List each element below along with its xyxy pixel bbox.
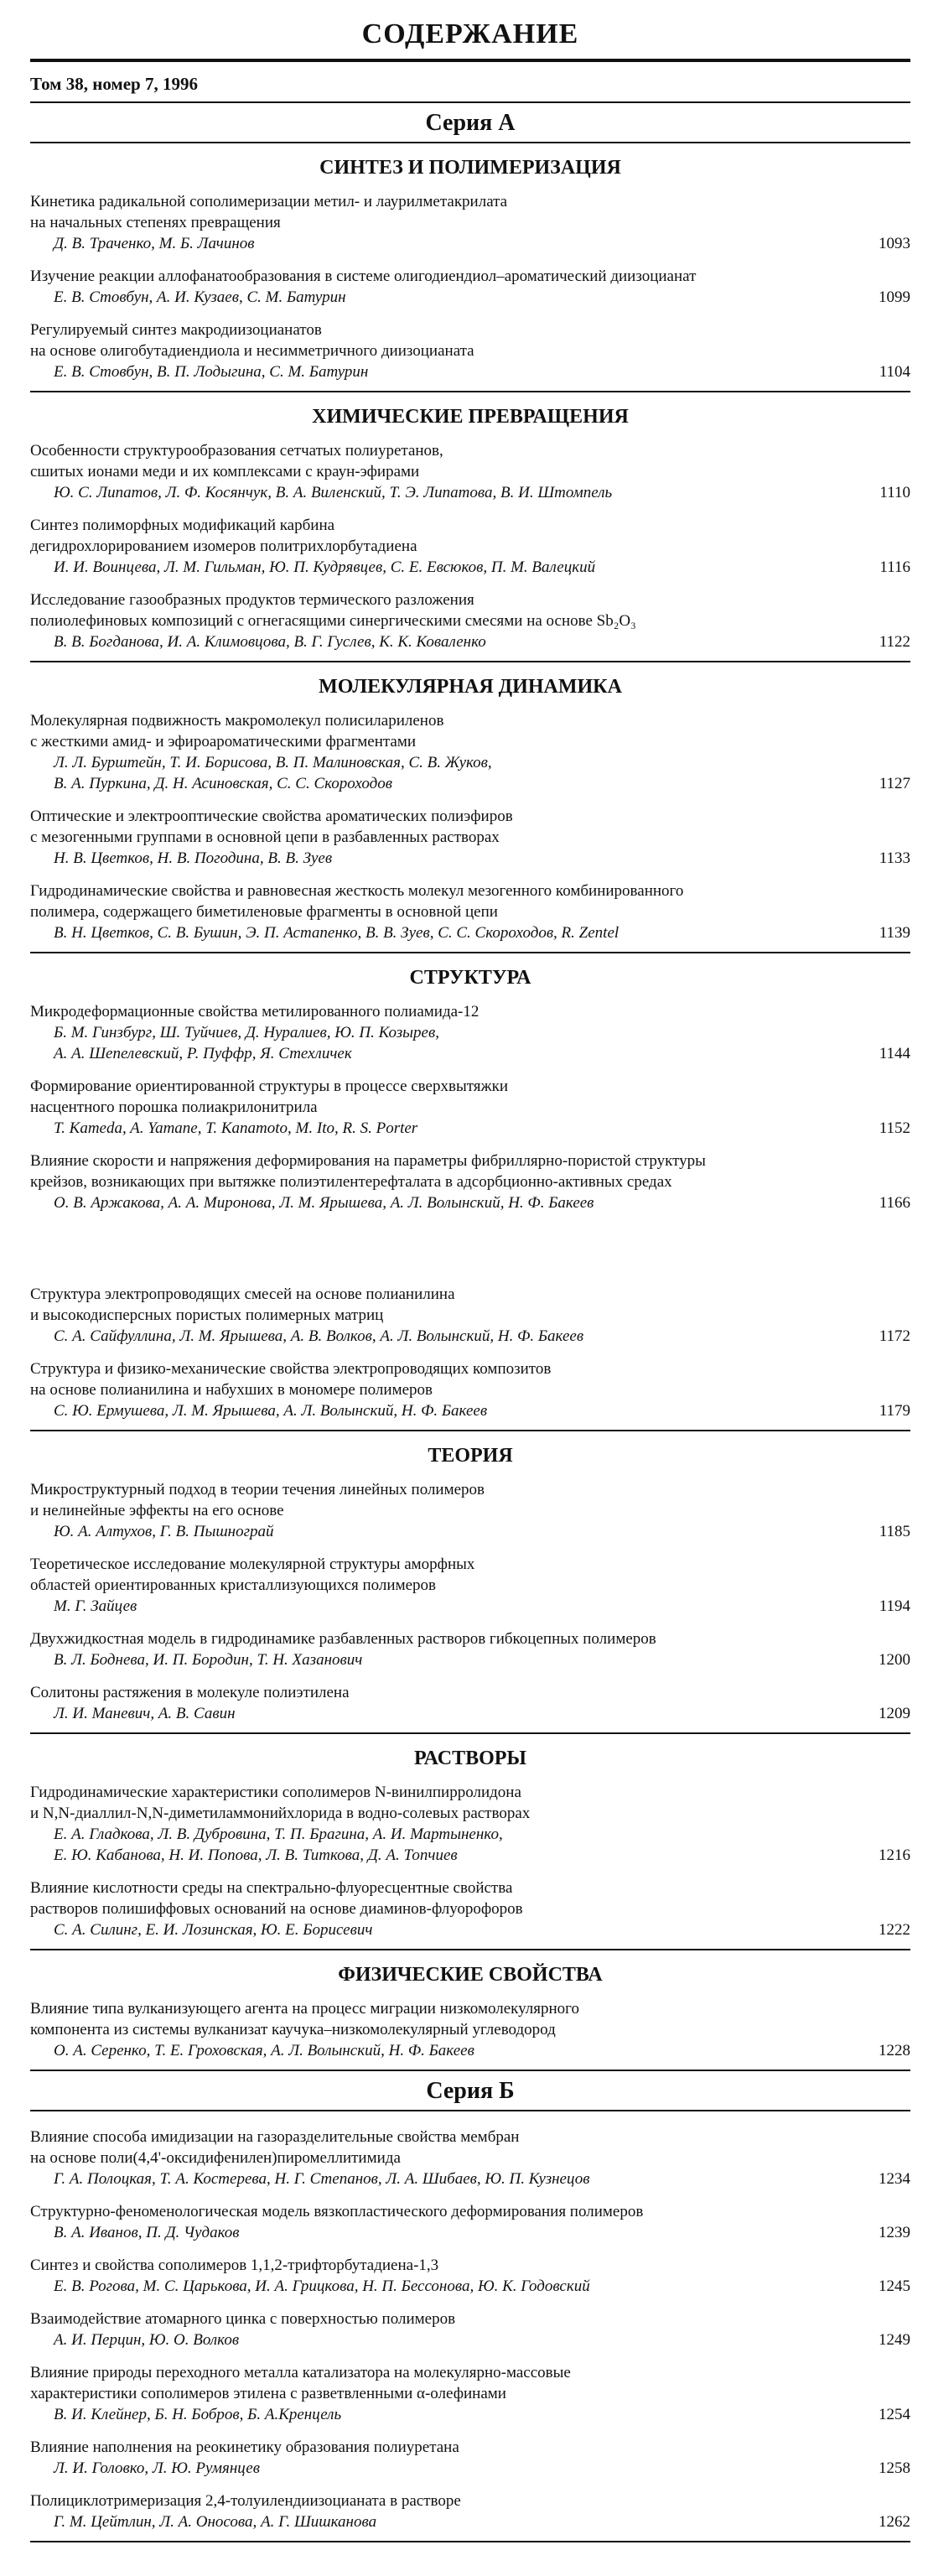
toc-entry (30, 440, 910, 503)
toc-body (30, 103, 910, 2542)
page-number: 1194 (879, 1597, 910, 1615)
article-title: Влияние природы переходного металла катализатора на молекулярно-массовые характеристики сополимеров этилена с разветвленными α-олефинами (30, 2364, 571, 2402)
page-number: 1099 (879, 288, 910, 306)
page-number: 1216 (879, 1846, 910, 1864)
authors-row (30, 922, 910, 943)
article-authors: Ю. С. Липатов, Л. Ф. Косянчук, В. А. Виленский, Т. Э. Липатова, В. И. Штомпель (54, 484, 613, 501)
page-number: 1179 (879, 1402, 910, 1420)
article-authors: М. Г. Зайцев (54, 1597, 137, 1615)
authors-row (30, 2458, 910, 2479)
article-authors: С. Ю. Ермушева, Л. М. Ярышева, А. Л. Волынский, Н. Ф. Бакеев (54, 1402, 488, 1420)
toc-entry (30, 1358, 910, 1421)
toc-entry (30, 2309, 910, 2350)
article-title: Двухжидкостная модель в гидродинамике разбавленных растворов гибкоцепных полимеров (30, 1630, 656, 1648)
article-title: Влияние наполнения на реокинетику образования полиуретана (30, 2438, 459, 2456)
page-number: 1133 (879, 849, 910, 867)
article-title: Синтез и свойства сополимеров 1,1,2-трифторбутадиена-1,3 (30, 2257, 439, 2274)
authors-row (30, 482, 910, 503)
article-title: Исследование газообразных продуктов термического разложения полиолефиновых композиций с огнегасящими синергическими смесями на основе Sb₂O₃ (30, 591, 636, 630)
toc-entry (30, 1150, 910, 1213)
page-number: 1258 (879, 2459, 910, 2477)
article-title: Гидродинамические свойства и равновесная жесткость молекул мезогенного комбинированного полимера, содержащего биметиленовые фрагменты в основной цепи (30, 882, 684, 921)
page-number: 1254 (879, 2406, 910, 2423)
page-number: 1122 (879, 633, 910, 651)
article-authors: О. А. Серенко, Т. Е. Гроховская, А. Л. Волынский, Н. Ф. Бакеев (54, 2042, 474, 2059)
authors-row (30, 848, 910, 869)
page-number: 1185 (879, 1523, 910, 1540)
section-title: ХИМИЧЕСКИЕ ПРЕВРАЩЕНИЯ (312, 406, 629, 428)
toc-entry (30, 2127, 910, 2189)
toc-entry (30, 2201, 910, 2243)
article-title: Структура и физико-механические свойства электропроводящих композитов на основе полианилина и набухших в мономере полимеров (30, 1360, 552, 1399)
toc-entry (30, 1628, 910, 1670)
toc-section (30, 392, 910, 662)
authors-row (30, 1596, 910, 1617)
article-authors: В. А. Иванов, П. Д. Чудаков (54, 2224, 240, 2241)
article-authors: Е. В. Рогова, М. С. Царькова, И. А. Грицкова, Н. П. Бессонова, Ю. К. Годовский (54, 2277, 590, 2295)
article-authors: Е. В. Стовбун, В. П. Лодыгина, С. М. Батурин (54, 363, 369, 381)
page-number: 1110 (879, 484, 910, 501)
article-title: Влияние кислотности среды на спектрально-флуоресцентные свойства растворов полишиффовых оснований на основе диаминов-флуорофоров (30, 1879, 523, 1918)
article-title: Влияние способа имидизации на газоразделительные свойства мембран на основе поли(4,4'-оксидифенилен)пиромеллитимида (30, 2128, 520, 2167)
authors-row (30, 2168, 910, 2189)
article-authors: С. А. Силинг, Е. И. Лозинская, Ю. Е. Борисевич (54, 1921, 373, 1939)
article-authors: Ю. А. Алтухов, Г. В. Пышнограй (54, 1523, 274, 1540)
authors-row (30, 1824, 910, 1866)
authors-row (30, 631, 910, 652)
page-title: СОДЕРЖАНИЕ (30, 18, 910, 62)
section-title: СИНТЕЗ И ПОЛИМЕРИЗАЦИЯ (319, 157, 621, 179)
page-number: 1152 (879, 1119, 910, 1137)
authors-row (30, 1400, 910, 1421)
article-title: Гидродинамические характеристики сополимеров N-винилпирролидона и N,N-диаллил-N,N-диметиламмонийхлорида в водно-солевых растворах (30, 1784, 531, 1822)
article-title: Структура электропроводящих смесей на основе полианилина и высокодисперсных пористых полимерных матриц (30, 1285, 455, 1324)
article-authors: Л. И. Головко, Л. Ю. Румянцев (54, 2459, 260, 2477)
authors-row (30, 1649, 910, 1670)
toc-entry (30, 589, 910, 652)
toc-entry (30, 191, 910, 254)
toc-entry (30, 1554, 910, 1617)
toc-entry (30, 1998, 910, 2061)
toc-entry (30, 880, 910, 943)
article-authors: В. Л. Боднева, И. П. Бородин, Т. Н. Хазанович (54, 1651, 363, 1669)
authors-row (30, 2329, 910, 2350)
authors-row (30, 2222, 910, 2243)
article-title: Особенности структурообразования сетчатых полиуретанов, сшитых ионами меди и их комплексами с краун-эфирами (30, 442, 443, 480)
article-authors: А. И. Перцин, Ю. О. Волков (54, 2331, 240, 2349)
toc-entry (30, 1076, 910, 1139)
article-authors: Н. В. Цветков, Н. В. Погодина, В. В. Зуев (54, 849, 333, 867)
article-title: Влияние скорости и напряжения деформирования на параметры фибриллярно-пористой структуры крейзов, возникающих при вытяжке полиэтилентерефталата в адсорбционно-активных средах (30, 1152, 706, 1191)
authors-row (30, 1118, 910, 1139)
page-number: 1249 (879, 2331, 910, 2349)
article-title: Полициклотримеризация 2,4-толуилендиизоцианата в растворе (30, 2492, 461, 2510)
toc-section (30, 1431, 910, 1734)
article-title: Микродеформационные свойства метилированного полиамида-12 (30, 1003, 480, 1021)
toc-entry (30, 806, 910, 869)
authors-row (30, 1022, 910, 1064)
authors-row (30, 233, 910, 254)
article-authors: Д. В. Траченко, М. Б. Лачинов (54, 235, 255, 252)
article-authors: Е. А. Гладкова, Л. В. Дубровина, Т. П. Брагина, А. И. Мартыненко, Е. Ю. Кабанова, Н. И. Попова, Л. В. Титкова, Д. А. Топчиев (54, 1826, 503, 1864)
article-title: Регулируемый синтез макродиизоцианатов на основе олигобутадиендиола и несимметричного диизоцианата (30, 321, 474, 360)
article-authors: В. Н. Цветков, С. В. Бушин, Э. П. Астапенко, В. В. Зуев, С. С. Скороходов, R. Zentel (54, 924, 620, 942)
section-title: МОЛЕКУЛЯРНАЯ ДИНАМИКА (319, 676, 622, 698)
toc-section (30, 2111, 910, 2542)
page-number: 1245 (879, 2277, 910, 2295)
article-title: Микроструктурный подход в теории течения линейных полимеров и нелинейные эффекты на его основе (30, 1481, 485, 1519)
authors-row (30, 752, 910, 794)
authors-row (30, 1192, 910, 1213)
toc-entry (30, 319, 910, 382)
section-title: СТРУКТУРА (409, 967, 531, 989)
article-authors: Л. И. Маневич, А. В. Савин (54, 1705, 236, 1722)
section-title: РАСТВОРЫ (414, 1748, 526, 1769)
article-title: Оптические и электрооптические свойства ароматических полиэфиров с мезогенными группами в основной цепи в разбавленных растворах (30, 808, 513, 846)
page-number: 1239 (879, 2224, 910, 2241)
article-title: Теоретическое исследование молекулярной структуры аморфных областей ориентированных кристаллизующихся полимеров (30, 1555, 475, 1594)
toc-entry (30, 2255, 910, 2297)
page-number: 1116 (879, 558, 910, 576)
page-number: 1139 (879, 924, 910, 942)
page-number: 1234 (879, 2170, 910, 2188)
toc-entry (30, 1284, 910, 1347)
page-number: 1166 (879, 1194, 910, 1212)
toc-page (30, 18, 910, 2542)
series-heading: Серия Б (30, 2071, 910, 2111)
article-title: Взаимодействие атомарного цинка с поверхностью полимеров (30, 2310, 456, 2328)
authors-row (30, 557, 910, 578)
toc-entry (30, 1001, 910, 1064)
authors-row (30, 2276, 910, 2297)
volume-info: Том 38, номер 7, 1996 (30, 70, 910, 103)
toc-entry (30, 710, 910, 794)
authors-row (30, 361, 910, 382)
authors-row (30, 287, 910, 308)
toc-entry (30, 1682, 910, 1724)
authors-row (30, 2404, 910, 2425)
article-authors: И. И. Воинцева, Л. М. Гильман, Ю. П. Кудрявцев, С. Е. Евсюков, П. М. Валецкий (54, 558, 596, 576)
article-title: Структурно-феноменологическая модель вязкопластического деформирования полимеров (30, 2203, 644, 2220)
article-title: Кинетика радикальной сополимеризации метил- и лаурилметакрилата на начальных степенях превращения (30, 193, 508, 231)
toc-entry (30, 1877, 910, 1940)
article-authors: Л. Л. Бурштейн, Т. И. Борисова, В. П. Малиновская, С. В. Жуков, В. А. Пуркина, Д. Н. Асиновская, С. С. Скороходов (54, 754, 492, 792)
page-number: 1222 (879, 1921, 910, 1939)
page-number: 1172 (879, 1327, 910, 1345)
authors-row (30, 1703, 910, 1724)
toc-entry (30, 1479, 910, 1542)
article-title: Формирование ориентированной структуры в процессе сверхвытяжки насцентного порошка полиакрилонитрила (30, 1078, 509, 1116)
authors-row (30, 1919, 910, 1940)
authors-row (30, 1521, 910, 1542)
page-number: 1209 (879, 1705, 910, 1722)
article-authors: T. Kameda, A. Yamane, T. Kanamoto, M. Ito, R. S. Porter (54, 1119, 418, 1137)
article-authors: Г. А. Полоцкая, Т. А. Костерева, Н. Г. Степанов, Л. А. Шибаев, Ю. П. Кузнецов (54, 2170, 590, 2188)
article-authors: С. А. Сайфуллина, Л. М. Ярышева, А. В. Волков, А. Л. Волынский, Н. Ф. Бакеев (54, 1327, 584, 1345)
toc-entry (30, 515, 910, 578)
section-title: ТЕОРИЯ (428, 1445, 513, 1467)
article-title: Солитоны растяжения в молекуле полиэтилена (30, 1684, 350, 1701)
authors-row (30, 2511, 910, 2532)
series-heading: Серия А (30, 103, 910, 143)
article-authors: В. И. Клейнер, Б. Н. Бобров, Б. А.Кренцель (54, 2406, 342, 2423)
article-title: Молекулярная подвижность макромолекул полисилариленов с жесткими амид- и эфироароматическими фрагментами (30, 712, 444, 750)
article-authors: Б. М. Гинзбург, Ш. Туйчиев, Д. Нуралиев, Ю. П. Козырев, А. А. Шепелевский, Р. Пуффр, Я. Стехличек (54, 1024, 439, 1062)
page-number: 1104 (879, 363, 910, 381)
toc-entry (30, 2490, 910, 2532)
section-title: ФИЗИЧЕСКИЕ СВОЙСТВА (338, 1964, 603, 1986)
authors-row (30, 2040, 910, 2061)
article-title: Изучение реакции аллофанатообразования в системе олигодиендиол–ароматический диизоцианат (30, 267, 697, 285)
article-authors: В. В. Богданова, И. А. Климовцова, В. Г. Гуслев, К. К. Коваленко (54, 633, 486, 651)
article-authors: О. В. Аржакова, А. А. Миронова, Л. М. Ярышева, А. Л. Волынский, Н. Ф. Бакеев (54, 1194, 594, 1212)
article-authors: Е. В. Стовбун, А. И. Кузаев, С. М. Батурин (54, 288, 346, 306)
page-number: 1228 (879, 2042, 910, 2059)
toc-entry (30, 266, 910, 308)
article-authors: Г. М. Цейтлин, Л. А. Оносова, А. Г. Шишканова (54, 2513, 377, 2531)
page-number: 1262 (879, 2513, 910, 2531)
page-number: 1144 (879, 1045, 910, 1062)
page-number: 1200 (879, 1651, 910, 1669)
page-number: 1127 (879, 775, 910, 792)
toc-entry (30, 2362, 910, 2425)
article-title: Влияние типа вулканизующего агента на процесс миграции низкомолекулярного компонента из системы вулканизат каучука–низкомолекулярный углеводород (30, 2000, 579, 2038)
toc-entry (30, 2437, 910, 2479)
authors-row (30, 1326, 910, 1347)
toc-section (30, 143, 910, 392)
toc-section (30, 953, 910, 1431)
page-number: 1093 (879, 235, 910, 252)
toc-entry (30, 1782, 910, 1866)
toc-section (30, 662, 910, 953)
toc-section (30, 1734, 910, 1950)
toc-section (30, 1950, 910, 2071)
article-title: Синтез полиморфных модификаций карбина дегидрохлорированием изомеров политрихлорбутадиена (30, 517, 417, 555)
